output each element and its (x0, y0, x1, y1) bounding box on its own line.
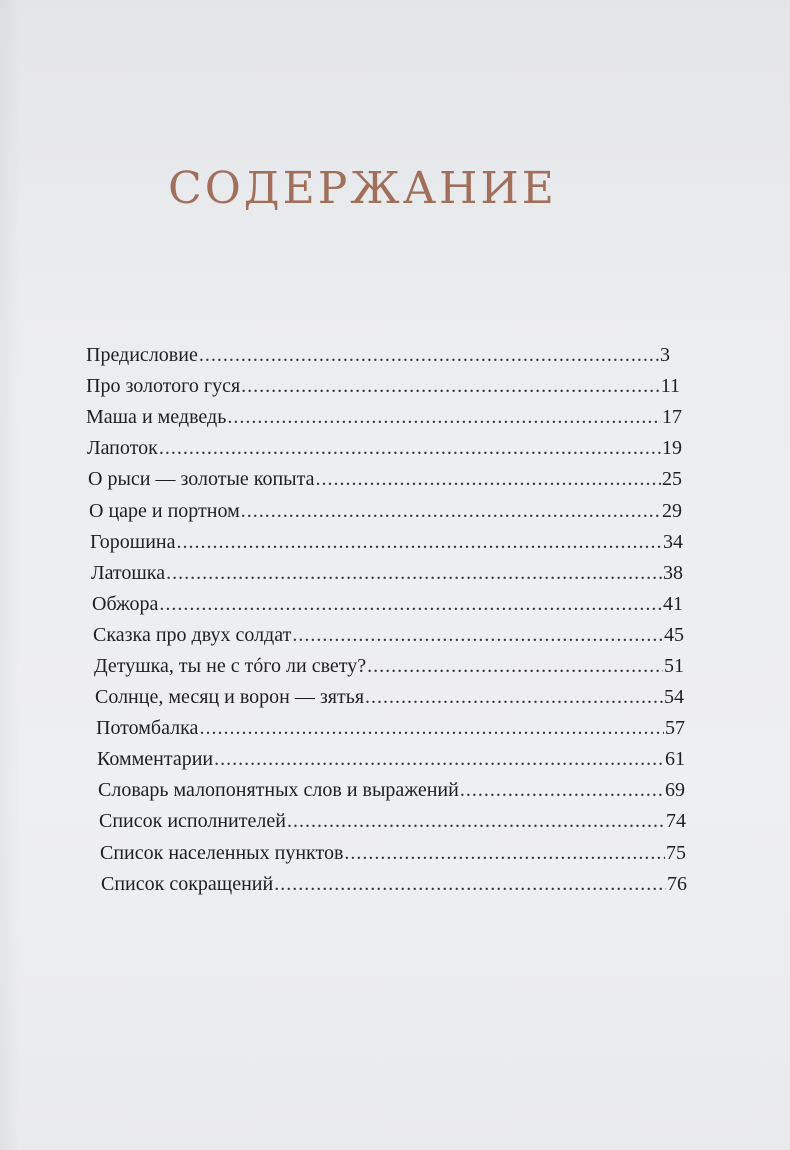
toc-entry (86, 371, 680, 401)
toc-entry (88, 464, 682, 494)
toc-leader-dots (241, 371, 660, 401)
toc-entry-label: Словарь малопонятных слов и выражений (98, 779, 459, 801)
toc-leader-dots (292, 620, 663, 650)
toc-entry (95, 682, 684, 712)
toc-entry-label: Предисловие (86, 344, 198, 366)
toc-entry-label: Маша и медведь (86, 406, 227, 428)
toc-entry-page: 61 (665, 748, 685, 770)
toc-leader-dots (159, 433, 661, 463)
toc-entry-page: 74 (666, 810, 686, 832)
toc-entry-page: 69 (665, 779, 685, 801)
toc-entry (98, 775, 685, 805)
toc-entry (89, 496, 682, 526)
toc-leader-dots (287, 806, 665, 836)
toc-leader-dots (199, 713, 664, 743)
toc-entry-page: 25 (662, 468, 682, 490)
toc-entry-label: Латошка (91, 562, 166, 584)
toc-entry-page: 3 (660, 344, 670, 366)
toc-entry-label: Солнце, месяц и ворон — зятья (95, 686, 365, 708)
toc-entry (100, 838, 686, 868)
toc-entry (99, 806, 686, 836)
toc-entry-page: 19 (662, 437, 682, 459)
toc-entry-page: 75 (666, 842, 686, 864)
toc-leader-dots (460, 775, 664, 805)
toc-leader-dots (166, 558, 662, 588)
toc-entry-page: 51 (664, 655, 684, 677)
toc-leader-dots (365, 682, 663, 712)
toc-entry-label: Список сокращений (101, 873, 274, 895)
toc-leader-dots (315, 464, 661, 494)
toc-entry (87, 433, 682, 463)
page-title: СОДЕРЖАНИЕ (168, 163, 557, 214)
toc-entry (86, 340, 670, 370)
toc-entry-page: 54 (664, 686, 684, 708)
toc-leader-dots (241, 496, 661, 526)
toc-entry (90, 527, 683, 557)
toc-entry (92, 589, 683, 619)
toc-entry-page: 57 (665, 717, 685, 739)
toc-entry-page: 41 (663, 593, 683, 615)
toc-entry-label: Сказка про двух солдат (93, 624, 292, 646)
toc-entry-page: 38 (663, 562, 683, 584)
toc-entry-page: 17 (662, 406, 682, 428)
toc-leader-dots (159, 589, 662, 619)
toc-entry-label: Детушка, ты не с тóго ли свету? (94, 655, 367, 677)
toc-leader-dots (214, 744, 664, 774)
toc-entry-label: Горошина (90, 531, 176, 553)
toc-entry-page: 45 (664, 624, 684, 646)
toc-entry-label: Потомбалка (96, 717, 199, 739)
toc-entry (93, 620, 684, 650)
toc-entry-label: Обжора (92, 593, 159, 615)
toc-entry (96, 713, 685, 743)
toc-leader-dots (177, 527, 663, 557)
toc-entry-label: Список населенных пунктов (100, 842, 344, 864)
toc-leader-dots (344, 838, 665, 868)
toc-entry (94, 651, 684, 681)
toc-entry-label: Список исполнителей (99, 810, 286, 832)
toc-entry-label: О рыси — золотые копыта (88, 468, 315, 490)
toc-entry (101, 869, 687, 899)
toc-leader-dots (199, 340, 659, 370)
toc-leader-dots (227, 402, 661, 432)
toc-entry-page: 76 (667, 873, 687, 895)
toc-entry-label: О царе и портном (89, 500, 240, 522)
toc-entry-page: 34 (663, 531, 683, 553)
toc-entry (86, 402, 682, 432)
toc-entry-label: Про золотого гуся (86, 375, 241, 397)
toc-leader-dots (274, 869, 666, 899)
toc-entry (91, 558, 683, 588)
toc-entry (97, 744, 685, 774)
toc-leader-dots (367, 651, 663, 681)
toc-entry-label: Лапоток (87, 437, 158, 459)
toc-entry-page: 29 (662, 500, 682, 522)
toc-entry-label: Комментарии (97, 748, 214, 770)
toc-entry-page: 11 (660, 375, 680, 397)
